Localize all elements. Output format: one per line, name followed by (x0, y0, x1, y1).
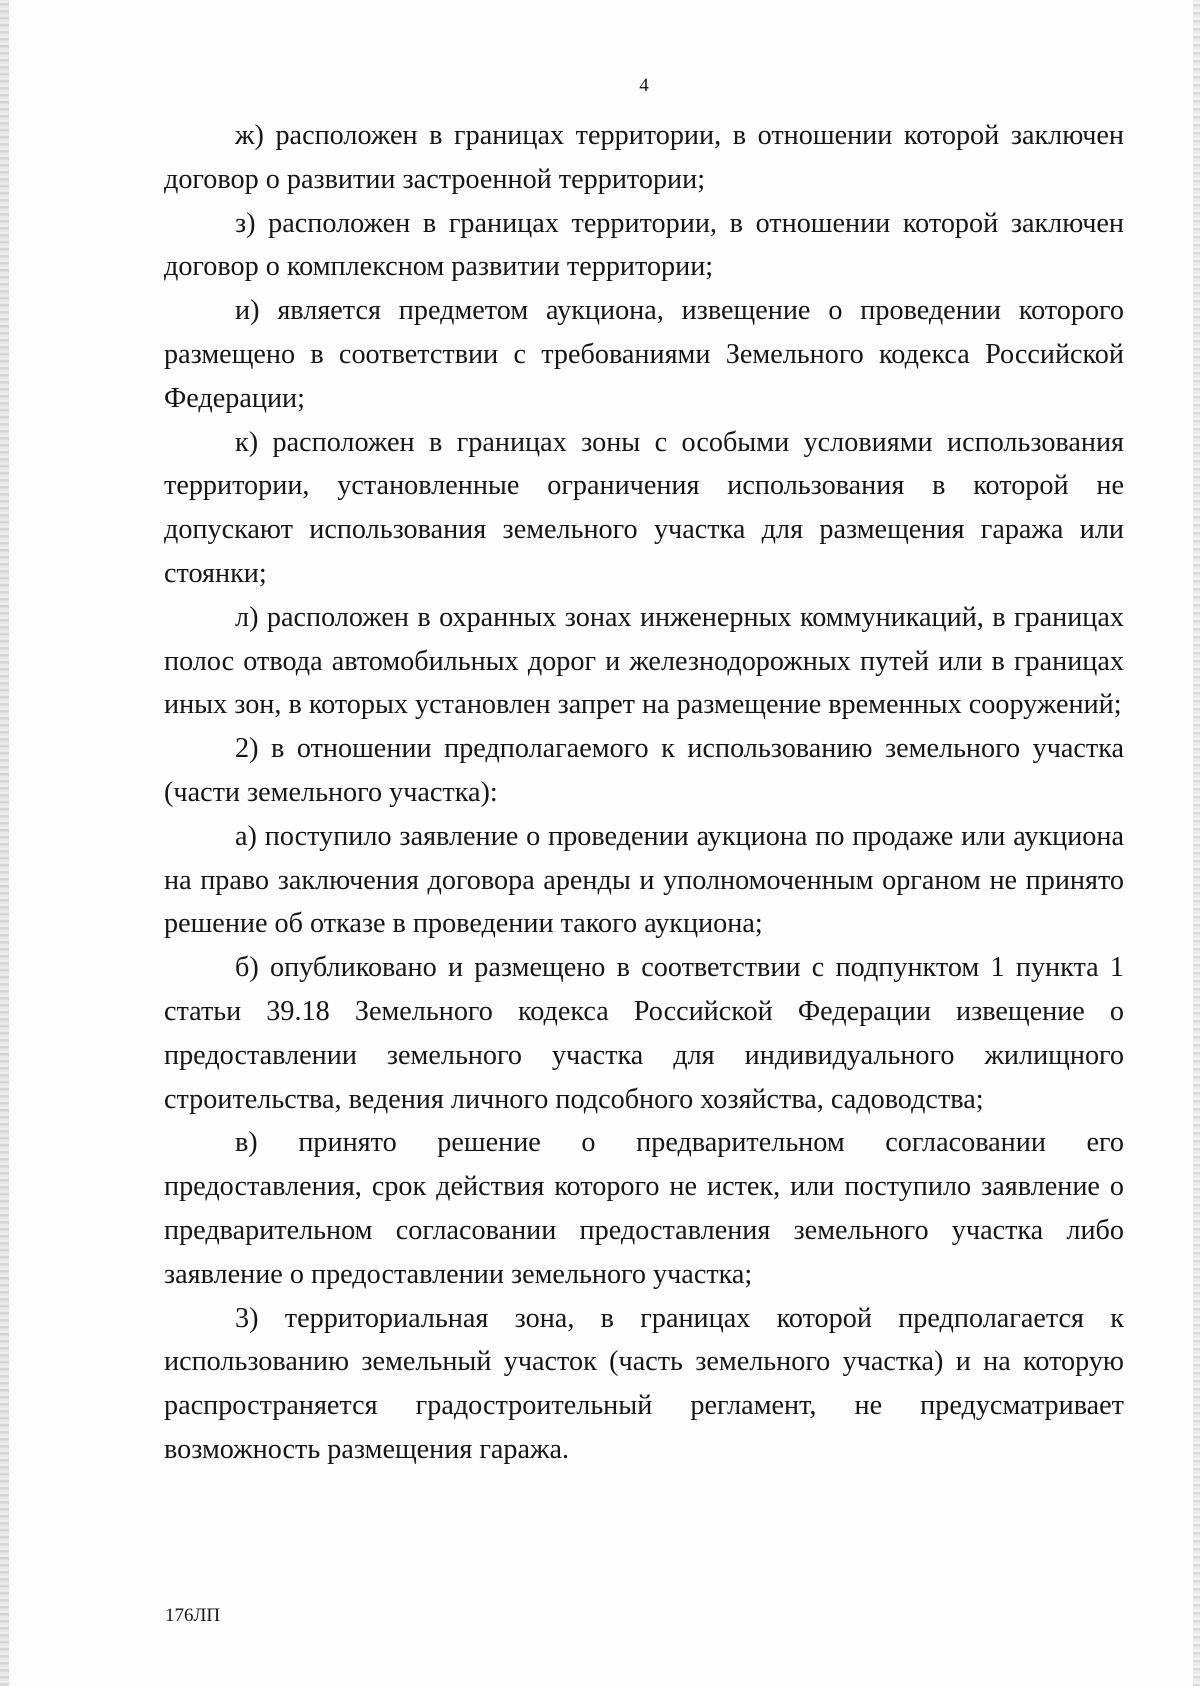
paragraph-2: 2) в отношении предполагаемого к использованию земельного участка (части земельного участка): (164, 733, 1124, 808)
paragraph-l: л) расположен в охранных зонах инженерных коммуникаций, в границах полос отвода автомобильных дорог и железнодорожных путей или в границах иных зон, в которых установлен запрет на размещение временных сооружений; (164, 601, 1124, 721)
document-body (164, 114, 1124, 1472)
paragraph-b: б) опубликовано и размещено в соответствии с подпунктом 1 пункта 1 статьи 39.18 Земельного кодекса Российской Федерации извещение о предоставлении земельного участка для индивидуального жилищного строительства, ведения личного подсобного хозяйства, садоводства; (164, 952, 1124, 1115)
page-number: 4 (639, 75, 649, 96)
paragraph-z: з) расположен в границах территории, в отношении которой заключен договор о комплексном развитии территории; (164, 207, 1124, 283)
document-code: 176ЛП (165, 1605, 221, 1626)
paragraph-3: 3) территориальная зона, в границах которой предполагается к использованию земельный участок (часть земельного участка) и на которую распространяется градостроительный регламент, не предусматривает возможность размещения гаража. (164, 1302, 1124, 1465)
scan-edge-right (1193, 0, 1200, 1686)
paragraph-i: и) является предметом аукциона, извещение о проведении которого размещено в соответствии с требованиями Земельного кодекса Российской Федерации; (164, 295, 1124, 414)
paragraph-a: а) поступило заявление о проведении аукциона по продаже или аукциона на право заключения договора аренды и уполномоченным органом не принято решение об отказе в проведении такого аукциона; (164, 820, 1124, 940)
paragraph-zh: ж) расположен в границах территории, в отношении которой заключен договор о развитии застроенной территории; (164, 120, 1124, 195)
scan-edge-left (0, 0, 9, 1686)
paragraph-k: к) расположен в границах зоны с особыми условиями использования территории, установленные ограничения использования в которой не допускают использования земельного участка для размещения гаража или стоянки; (164, 426, 1124, 589)
paragraph-v: в) принято решение о предварительном согласовании его предоставления, срок действия которого не истек, или поступило заявление о предварительном согласовании предоставления земельного участка либо заявление о предоставлении земельного участка; (164, 1127, 1124, 1290)
